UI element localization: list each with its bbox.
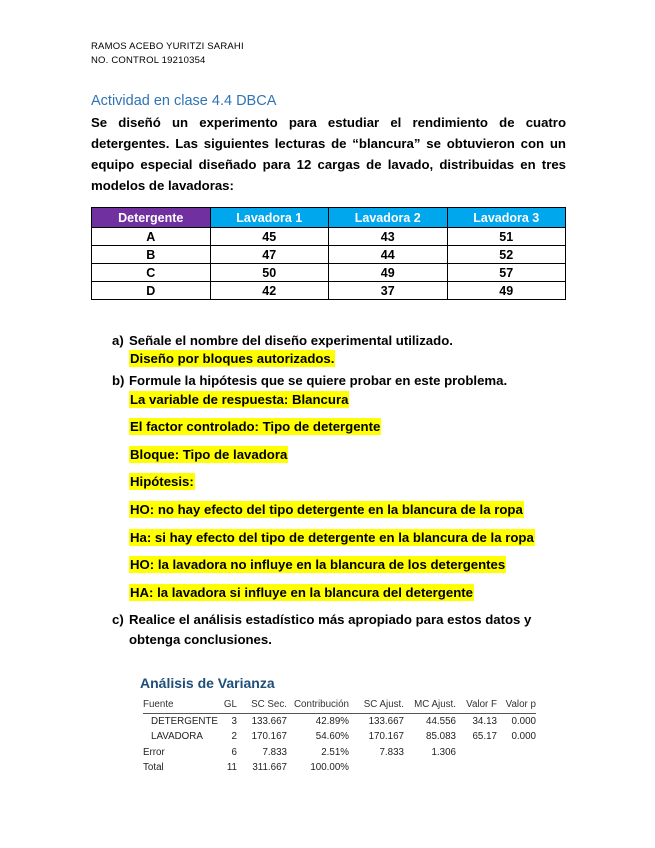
table-header-cell: Lavadora 2 xyxy=(329,208,448,228)
table-header-row xyxy=(92,208,566,228)
table-cell: 42 xyxy=(210,282,329,300)
table-cell: 37 xyxy=(329,282,448,300)
anova-cell: LAVADORA xyxy=(151,731,203,743)
answer-a: Diseño por bloques autorizados. xyxy=(130,351,335,366)
answer-block: Bloque: Tipo de lavadora xyxy=(130,447,288,462)
table-cell: C xyxy=(92,264,211,282)
anova-header-row xyxy=(143,697,536,713)
anova-cell: 42.89% xyxy=(315,715,349,727)
anova-cell xyxy=(497,760,536,776)
anova-cell xyxy=(404,760,456,776)
anova-cell xyxy=(349,760,404,776)
answer-factor: El factor controlado: Tipo de detergente xyxy=(130,419,381,434)
anova-header-cell: Valor F xyxy=(456,697,497,713)
anova-cell: 133.667 xyxy=(251,715,287,727)
table-header-cell: Lavadora 1 xyxy=(210,208,329,228)
hypothesis-h0-lavadora: HO: la lavadora no influye en la blancura de los detergentes xyxy=(130,557,506,572)
table-row xyxy=(92,282,566,300)
question-text: Formule la hipótesis que se quiere probar en este problema. xyxy=(129,373,508,388)
anova-header-cell: Contribución xyxy=(287,697,349,713)
anova-cell: 3 xyxy=(231,715,237,727)
student-name: RAMOS ACEBO YURITZI SARAHI xyxy=(91,41,244,52)
table-cell: 49 xyxy=(329,264,448,282)
anova-cell: Error xyxy=(143,746,165,758)
anova-cell: 170.167 xyxy=(251,731,287,743)
answer-response-variable: La variable de respuesta: Blancura xyxy=(130,392,349,407)
anova-header-cell: Valor p xyxy=(497,697,536,713)
hypothesis-heading: Hipótesis: xyxy=(130,474,194,489)
table-cell: 44 xyxy=(329,246,448,264)
anova-cell: 7.833 xyxy=(262,746,287,758)
page-title: Actividad en clase 4.4 DBCA xyxy=(91,93,277,109)
intro-paragraph: Se diseñó un experimento para estudiar el rendimiento de cuatro detergentes. Las siguientes lecturas de “blancura” se obtuvieron con un equipo especial diseñado para 12 cargas de lavado, distribuidas en tres modelos de lavadoras: xyxy=(91,115,566,193)
anova-cell: 85.083 xyxy=(426,731,456,743)
anova-cell: 170.167 xyxy=(368,731,404,743)
question-label: c) xyxy=(112,612,124,627)
anova-cell xyxy=(456,760,497,776)
anova-cell: 2 xyxy=(231,731,237,743)
data-table xyxy=(91,207,566,300)
question-label: a) xyxy=(112,333,124,348)
anova-header-cell: GL xyxy=(223,697,237,713)
hypothesis-h0-detergent: HO: no hay efecto del tipo detergente en la blancura de la ropa xyxy=(130,502,523,517)
table-row xyxy=(92,228,566,246)
question-text: Señale el nombre del diseño experimental utilizado. xyxy=(129,333,453,348)
anova-cell: 65.17 xyxy=(472,731,497,743)
hypothesis-ha-detergent: Ha: si hay efecto del tipo de detergente en la blancura de la ropa xyxy=(130,530,534,545)
anova-cell: 54.60% xyxy=(315,731,349,743)
anova-cell: 11 xyxy=(226,762,237,774)
table-cell: 52 xyxy=(447,246,566,264)
table-row xyxy=(92,264,566,282)
table-cell: 49 xyxy=(447,282,566,300)
question-c xyxy=(112,610,567,650)
anova-cell xyxy=(456,745,497,761)
anova-row xyxy=(143,760,536,776)
anova-cell: 0.000 xyxy=(511,715,536,727)
table-cell: 45 xyxy=(210,228,329,246)
table-header-cell: Detergente xyxy=(92,208,211,228)
anova-cell: 133.667 xyxy=(368,715,404,727)
table-cell: 57 xyxy=(447,264,566,282)
anova-row xyxy=(143,729,536,745)
anova-header-cell: MC Ajust. xyxy=(404,697,456,713)
anova-cell: 34.13 xyxy=(472,715,497,727)
anova-header-cell: SC Ajust. xyxy=(349,697,404,713)
anova-header-cell: Fuente xyxy=(143,697,223,713)
anova-cell: 44.556 xyxy=(426,715,456,727)
anova-table xyxy=(143,697,536,776)
anova-cell: 7.833 xyxy=(379,746,404,758)
question-text: Realice el análisis estadístico más apropiado para estos datos y obtenga conclusiones. xyxy=(129,612,532,647)
anova-cell: 1.306 xyxy=(431,746,456,758)
table-cell: B xyxy=(92,246,211,264)
anova-row xyxy=(143,745,536,761)
anova-cell: DETERGENTE xyxy=(151,715,218,727)
table-cell: 51 xyxy=(447,228,566,246)
anova-header-cell: SC Sec. xyxy=(237,697,287,713)
table-row xyxy=(92,246,566,264)
anova-cell: 0.000 xyxy=(511,731,536,743)
table-cell: 43 xyxy=(329,228,448,246)
anova-cell: 2.51% xyxy=(321,746,349,758)
table-cell: A xyxy=(92,228,211,246)
anova-cell: 100.00% xyxy=(310,762,349,774)
control-number: NO. CONTROL 19210354 xyxy=(91,55,206,66)
table-cell: 50 xyxy=(210,264,329,282)
hypothesis-ha-lavadora: HA: la lavadora si influye en la blancura del detergente xyxy=(130,585,473,600)
anova-cell xyxy=(497,745,536,761)
table-header-cell: Lavadora 3 xyxy=(447,208,566,228)
anova-cell: 6 xyxy=(231,746,237,758)
anova-row xyxy=(143,713,536,729)
table-cell: D xyxy=(92,282,211,300)
anova-cell: Total xyxy=(143,762,164,774)
anova-cell: 311.667 xyxy=(252,762,287,774)
question-label: b) xyxy=(112,373,125,388)
anova-title: Análisis de Varianza xyxy=(140,675,275,691)
table-cell: 47 xyxy=(210,246,329,264)
